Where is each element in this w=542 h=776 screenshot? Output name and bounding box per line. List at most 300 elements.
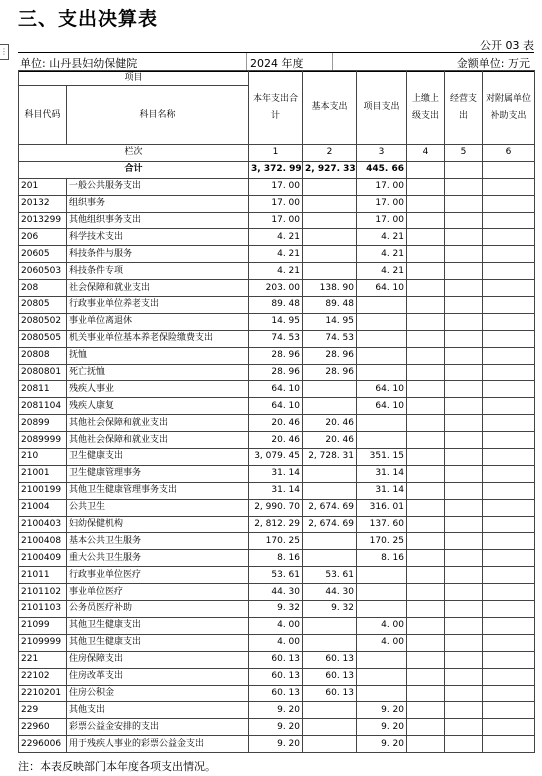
subject-code: 2100403 [19,516,67,533]
amount-cell [483,668,535,685]
amount-cell [407,668,445,685]
header-c5: 经营支出 [445,71,483,145]
col-index-cell: 4 [407,145,445,162]
amount-cell [303,229,357,246]
subject-name: 住房保障支出 [67,651,249,668]
table-row [19,246,535,263]
amount-cell [357,601,407,618]
amount-cell [445,263,483,280]
subject-name: 公务员医疗补助 [67,601,249,618]
table-row [19,584,535,601]
amount-cell: 2, 812. 29 [249,516,303,533]
amount-cell [483,482,535,499]
col-index-cell: 2 [303,145,357,162]
header-c1: 本年支出合计 [249,71,303,145]
subject-code: 210 [19,449,67,466]
amount-cell: 138. 90 [303,280,357,297]
subject-name: 其他支出 [67,702,249,719]
amount-cell [445,668,483,685]
amount-cell [445,634,483,651]
amount-cell [407,398,445,415]
amount-cell [303,533,357,550]
amount-cell [357,685,407,702]
amount-cell [483,212,535,229]
table-row [19,330,535,347]
amount-cell [483,567,535,584]
amount-cell [483,685,535,702]
amount-cell: 20. 46 [303,432,357,449]
amount-cell [445,381,483,398]
subject-code: 201 [19,178,67,195]
amount-cell [357,313,407,330]
header-c6: 对附属单位补助支出 [483,71,535,145]
amount-cell: 8. 16 [357,550,407,567]
subject-code: 22102 [19,668,67,685]
subject-code: 2080801 [19,364,67,381]
table-row [19,347,535,364]
subject-code: 229 [19,702,67,719]
subject-name: 一般公共服务支出 [67,178,249,195]
amount-cell: 4. 00 [357,617,407,634]
table-row [19,550,535,567]
amount-cell [483,533,535,550]
subject-name: 事业单位离退休 [67,313,249,330]
amount-cell: 170. 25 [357,533,407,550]
table-row [19,719,535,736]
page-title: 三、支出决算表 [18,8,159,30]
table-row [19,567,535,584]
amount-cell [445,330,483,347]
amount-cell [407,617,445,634]
subject-code: 2089999 [19,432,67,449]
amount-cell [303,195,357,212]
amount-cell [407,516,445,533]
amount-cell: 53. 61 [303,567,357,584]
subject-code: 2100409 [19,550,67,567]
amount-cell [483,364,535,381]
amount-cell: 170. 25 [249,533,303,550]
amount-cell: 4. 21 [249,229,303,246]
table-row [19,432,535,449]
subject-name: 其他卫生健康支出 [67,634,249,651]
amount-cell: 2, 674. 69 [303,516,357,533]
subject-code: 20132 [19,195,67,212]
amount-cell: 28. 96 [249,364,303,381]
amount-cell [483,584,535,601]
amount-cell [407,178,445,195]
amount-cell [483,313,535,330]
amount-cell: 64. 10 [357,381,407,398]
amount-cell: 64. 10 [249,381,303,398]
amount-cell [445,415,483,432]
subject-code: 2080502 [19,313,67,330]
amount-cell [407,702,445,719]
subject-code: 21011 [19,567,67,584]
amount-cell [445,280,483,297]
subject-name: 事业单位医疗 [67,584,249,601]
subject-code: 2081104 [19,398,67,415]
amount-cell [483,432,535,449]
total-cell [483,161,535,178]
amount-cell [303,482,357,499]
table-row [19,702,535,719]
amount-cell: 9. 20 [357,702,407,719]
col-index-row [19,145,535,162]
amount-cell [407,212,445,229]
amount-cell: 74. 53 [249,330,303,347]
amount-cell [483,229,535,246]
amount-cell: 64. 10 [357,280,407,297]
amount-cell [407,499,445,516]
col-index-cell: 6 [483,145,535,162]
table-row [19,212,535,229]
amount-cell [445,702,483,719]
amount-cell [407,719,445,736]
amount-cell [407,364,445,381]
amount-cell: 31. 14 [357,465,407,482]
amount-cell [445,347,483,364]
subject-code: 206 [19,229,67,246]
table-row [19,482,535,499]
amount-cell: 4. 00 [249,617,303,634]
subject-code: 2100408 [19,533,67,550]
amount-cell: 9. 20 [249,719,303,736]
form-code: 公开 03 表 [480,39,534,52]
amount-cell [407,246,445,263]
amount-cell [445,195,483,212]
amount-cell: 4. 00 [249,634,303,651]
amount-cell: 64. 10 [249,398,303,415]
amount-cell: 17. 00 [357,212,407,229]
subject-code: 21001 [19,465,67,482]
amount-cell: 9. 32 [303,601,357,618]
amount-cell: 20. 46 [303,415,357,432]
subject-name: 抚恤 [67,347,249,364]
subject-name: 用于残疾人事业的彩票公益金支出 [67,736,249,753]
subject-name: 其他卫生健康支出 [67,617,249,634]
amount-cell: 44. 30 [303,584,357,601]
amount-cell [483,702,535,719]
amount-cell: 137. 60 [357,516,407,533]
subject-code: 221 [19,651,67,668]
amount-cell [407,449,445,466]
amount-unit: 金额单位: 万元 [456,57,530,70]
subject-code: 22960 [19,719,67,736]
amount-cell: 203. 00 [249,280,303,297]
col-index-cell: 3 [357,145,407,162]
amount-cell: 4. 21 [357,246,407,263]
amount-cell: 31. 14 [249,465,303,482]
amount-cell: 2, 990. 70 [249,499,303,516]
table-row [19,263,535,280]
amount-cell [407,263,445,280]
amount-cell [483,617,535,634]
header-name: 科目名称 [67,86,249,145]
table-row [19,617,535,634]
amount-cell: 3, 079. 45 [249,449,303,466]
subject-name: 其他卫生健康管理事务支出 [67,482,249,499]
subject-code: 20805 [19,297,67,314]
amount-cell [483,415,535,432]
amount-cell [483,246,535,263]
subject-name: 卫生健康支出 [67,449,249,466]
subject-name: 科学技术支出 [67,229,249,246]
amount-cell: 9. 20 [249,702,303,719]
subject-name: 其他社会保障和就业支出 [67,415,249,432]
table-row [19,398,535,415]
total-cell: 2, 927. 33 [303,161,357,178]
amount-cell: 17. 00 [249,195,303,212]
amount-cell: 4. 21 [249,246,303,263]
table-row [19,178,535,195]
table-row [19,381,535,398]
amount-cell [407,229,445,246]
amount-cell [407,280,445,297]
amount-cell: 9. 20 [357,719,407,736]
amount-cell [407,651,445,668]
table-row [19,634,535,651]
total-label: 合计 [19,161,249,178]
amount-cell [407,330,445,347]
amount-cell [445,736,483,753]
subject-name: 住房公积金 [67,685,249,702]
amount-cell: 4. 21 [357,263,407,280]
table-row [19,229,535,246]
expenditure-table [18,70,535,753]
subject-name: 残疾人事业 [67,381,249,398]
amount-cell: 316. 01 [357,499,407,516]
amount-cell: 2, 728. 31 [303,449,357,466]
fiscal-year: 2024 年度 [250,57,304,70]
amount-cell: 28. 96 [249,347,303,364]
header-project: 项目 [19,71,249,86]
table-row [19,415,535,432]
subject-code: 2210201 [19,685,67,702]
amount-cell [357,364,407,381]
subject-code: 2109999 [19,634,67,651]
unit-label: 单位: 山丹县妇幼保健院 [20,57,138,70]
table-row [19,601,535,618]
amount-cell [357,567,407,584]
amount-cell: 17. 00 [357,195,407,212]
amount-cell [303,465,357,482]
subject-code: 2100199 [19,482,67,499]
amount-cell [445,685,483,702]
table-row [19,465,535,482]
subject-name: 科技条件专项 [67,263,249,280]
amount-cell [483,381,535,398]
subject-code: 20811 [19,381,67,398]
amount-cell: 64. 10 [357,398,407,415]
amount-cell [483,263,535,280]
table-row [19,668,535,685]
total-cell: 445. 66 [357,161,407,178]
amount-cell: 28. 96 [303,347,357,364]
amount-cell: 60. 13 [303,668,357,685]
amount-cell [483,634,535,651]
amount-cell [303,246,357,263]
amount-cell [407,432,445,449]
amount-cell: 4. 21 [357,229,407,246]
subject-code: 21099 [19,617,67,634]
amount-cell [407,601,445,618]
amount-cell: 9. 20 [249,736,303,753]
header-c2: 基本支出 [303,71,357,145]
amount-cell [303,212,357,229]
subject-name: 科技条件与服务 [67,246,249,263]
amount-cell: 17. 00 [249,212,303,229]
amount-cell: 60. 13 [249,668,303,685]
amount-cell [445,601,483,618]
amount-cell [445,499,483,516]
amount-cell [357,432,407,449]
amount-cell [407,465,445,482]
table-row [19,736,535,753]
amount-cell [303,634,357,651]
amount-cell [445,516,483,533]
amount-cell [407,584,445,601]
amount-cell [303,178,357,195]
amount-cell: 74. 53 [303,330,357,347]
subject-name: 基本公共卫生服务 [67,533,249,550]
col-index-label: 栏次 [19,145,249,162]
amount-cell: 2, 674. 69 [303,499,357,516]
amount-cell [407,736,445,753]
amount-cell [445,297,483,314]
subject-name: 机关事业单位基本养老保险缴费支出 [67,330,249,347]
amount-cell: 351. 15 [357,449,407,466]
table-row [19,297,535,314]
amount-cell [303,719,357,736]
subject-code: 20605 [19,246,67,263]
subject-name: 其他组织事务支出 [67,212,249,229]
table-row [19,449,535,466]
amount-cell [483,516,535,533]
subject-name: 卫生健康管理事务 [67,465,249,482]
amount-cell [407,381,445,398]
amount-cell: 17. 00 [249,178,303,195]
amount-cell [483,195,535,212]
amount-cell: 4. 21 [249,263,303,280]
subject-code: 2296006 [19,736,67,753]
subject-name: 彩票公益金安排的支出 [67,719,249,736]
header-code: 科目代码 [19,86,67,145]
amount-cell [303,263,357,280]
amount-cell [303,381,357,398]
amount-cell [483,550,535,567]
table-row [19,313,535,330]
tab-marker-icon[interactable]: ⋮ [0,44,9,60]
amount-cell: 9. 32 [249,601,303,618]
table-row [19,499,535,516]
table-row [19,651,535,668]
subject-name: 其他社会保障和就业支出 [67,432,249,449]
subject-name: 重大公共卫生服务 [67,550,249,567]
amount-cell [445,364,483,381]
amount-cell: 20. 46 [249,415,303,432]
amount-cell [357,415,407,432]
amount-cell [445,584,483,601]
subject-name: 公共卫生 [67,499,249,516]
amount-cell [407,567,445,584]
amount-cell: 4. 00 [357,634,407,651]
amount-cell: 60. 13 [249,685,303,702]
total-cell [445,161,483,178]
amount-cell [445,482,483,499]
amount-cell [483,651,535,668]
amount-cell: 89. 48 [303,297,357,314]
amount-cell: 9. 20 [357,736,407,753]
subject-name: 死亡抚恤 [67,364,249,381]
subject-name: 行政事业单位养老支出 [67,297,249,314]
amount-cell [445,533,483,550]
col-index-cell: 1 [249,145,303,162]
footnote: 注：本表反映部门本年度各项支出情况。 [18,760,216,773]
amount-cell [445,719,483,736]
amount-cell [445,313,483,330]
subject-code: 21004 [19,499,67,516]
amount-cell: 28. 96 [303,364,357,381]
amount-cell: 53. 61 [249,567,303,584]
amount-cell [483,736,535,753]
amount-cell [445,567,483,584]
total-row [19,161,535,178]
amount-cell [303,398,357,415]
amount-cell: 8. 16 [249,550,303,567]
amount-cell: 31. 14 [249,482,303,499]
table-row [19,364,535,381]
amount-cell [407,313,445,330]
subject-name: 住房改革支出 [67,668,249,685]
amount-cell [483,449,535,466]
amount-cell [407,482,445,499]
amount-cell [483,347,535,364]
amount-cell [407,685,445,702]
amount-cell [445,465,483,482]
amount-cell [483,178,535,195]
subject-code: 20808 [19,347,67,364]
amount-cell [483,601,535,618]
amount-cell [407,297,445,314]
amount-cell: 14. 95 [249,313,303,330]
amount-cell [445,178,483,195]
amount-cell [483,465,535,482]
amount-cell [407,195,445,212]
amount-cell [483,330,535,347]
subject-code: 208 [19,280,67,297]
amount-cell [483,297,535,314]
amount-cell: 31. 14 [357,482,407,499]
subject-code: 2013299 [19,212,67,229]
amount-cell [407,415,445,432]
subject-code: 2060503 [19,263,67,280]
subject-code: 2101102 [19,584,67,601]
total-cell: 3, 372. 99 [249,161,303,178]
amount-cell [407,634,445,651]
amount-cell [357,584,407,601]
amount-cell [357,651,407,668]
amount-cell: 20. 46 [249,432,303,449]
amount-cell [445,651,483,668]
subject-code: 2101103 [19,601,67,618]
amount-cell [445,398,483,415]
amount-cell [445,432,483,449]
amount-cell [445,246,483,263]
amount-cell: 60. 13 [303,685,357,702]
amount-cell: 44. 30 [249,584,303,601]
col-index-cell: 5 [445,145,483,162]
amount-cell: 17. 00 [357,178,407,195]
